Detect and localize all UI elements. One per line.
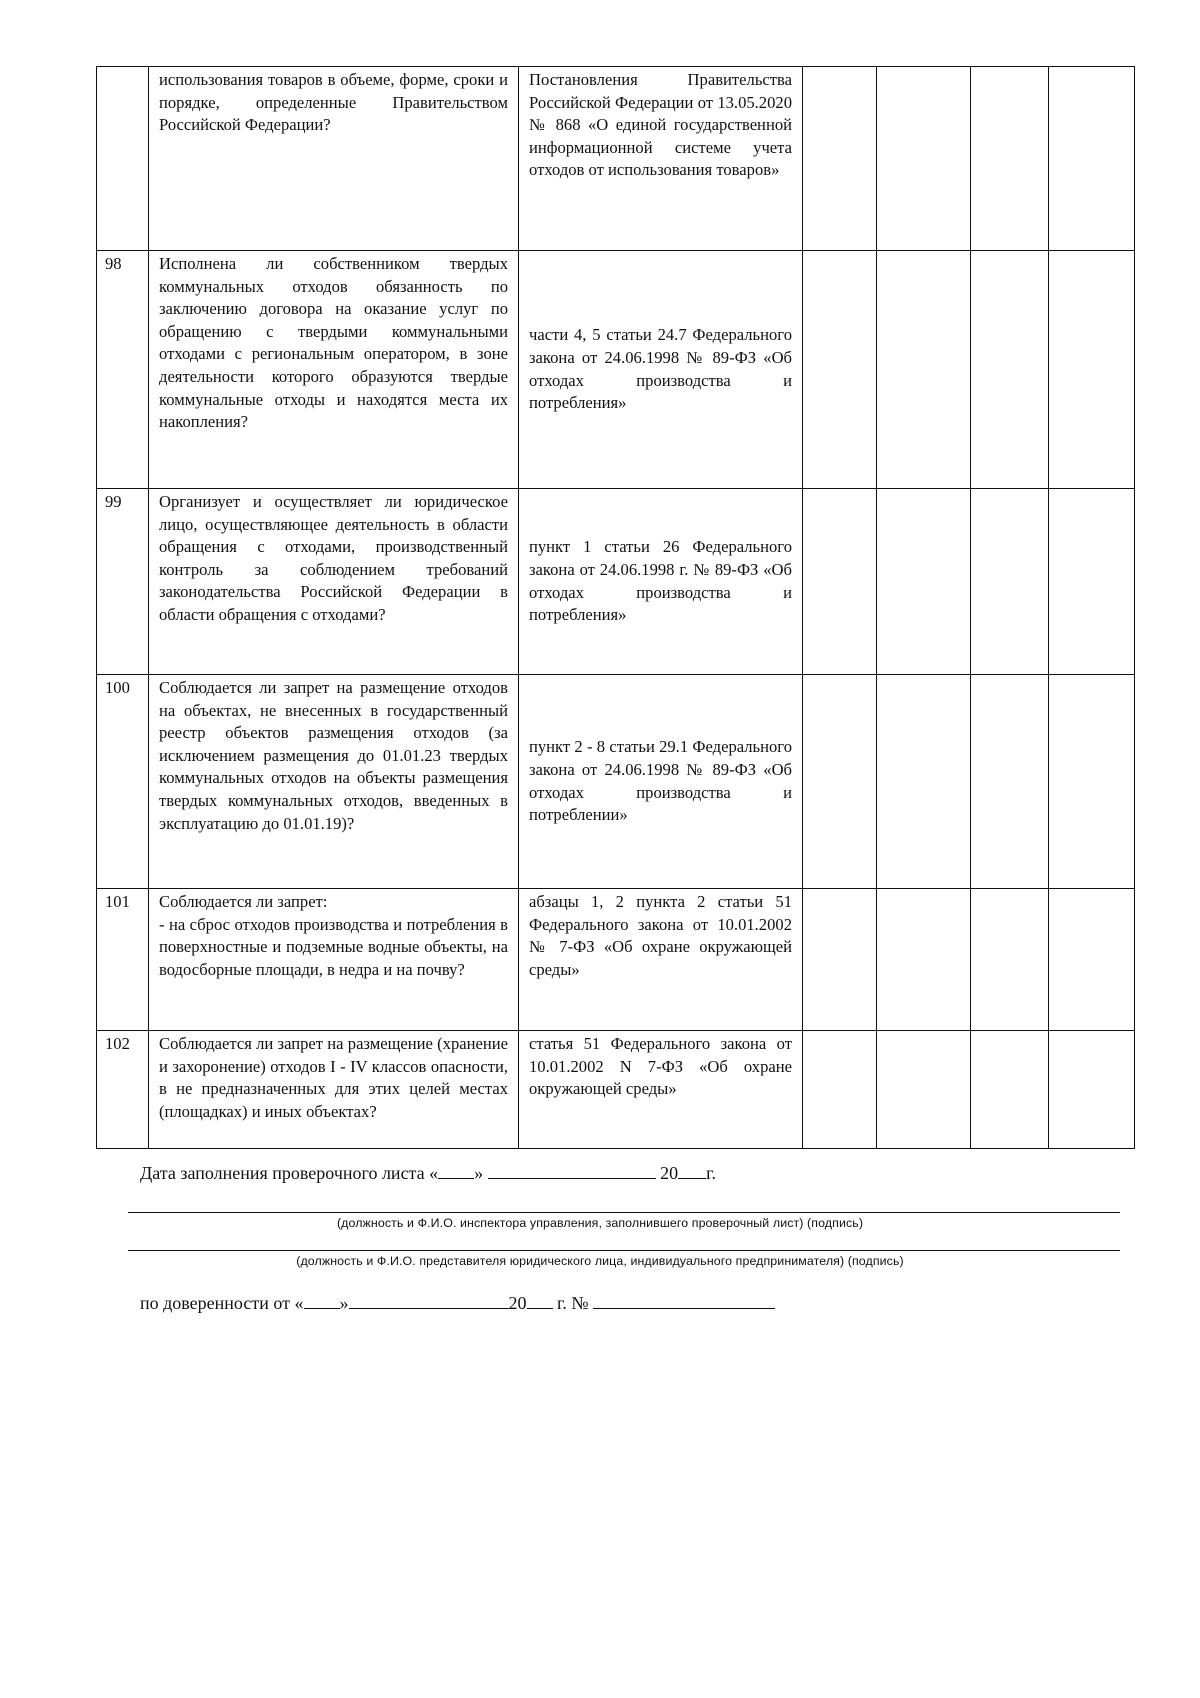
answer-not-applicable-cell[interactable] xyxy=(971,1031,1049,1149)
proxy-number-field[interactable] xyxy=(593,1290,775,1309)
answer-no-cell[interactable] xyxy=(877,889,971,1031)
requirement-question: использования товаров в объеме, форме, сроки и порядке, определенные Правительством Российской Федерации? xyxy=(149,67,519,251)
proxy-year-field[interactable] xyxy=(527,1290,553,1309)
legal-reference: пункт 1 статьи 26 Федерального закона от 24.06.1998 г. № 89-ФЗ «Об отходах производства и потребления» xyxy=(519,489,803,675)
requirement-question: Исполнена ли собственником твердых коммунальных отходов обязанность по заключению договора на оказание услуг по обращению с твердыми коммунальными отходами с региональным оператором, в зоне деятельности которого образуются твердые коммунальные отходы и находятся места их накопления? xyxy=(149,251,519,489)
fill-date-year-field[interactable] xyxy=(678,1160,706,1179)
legal-reference: абзацы 1, 2 пункта 2 статьи 51 Федерального закона от 10.01.2002 № 7-ФЗ «Об охране окружающей среды» xyxy=(519,889,803,1031)
proxy-number-label: г. № xyxy=(557,1293,589,1313)
fill-date-year-suffix: г. xyxy=(706,1163,716,1183)
answer-no-cell[interactable] xyxy=(877,67,971,251)
answer-no-cell[interactable] xyxy=(877,1031,971,1149)
legal-reference: части 4, 5 статьи 24.7 Федерального закона от 24.06.1998 № 89-ФЗ «Об отходах производства и потребления» xyxy=(519,251,803,489)
fill-date-year-prefix: 20 xyxy=(660,1163,679,1183)
row-number: 98 xyxy=(97,251,149,489)
row-number xyxy=(97,67,149,251)
legal-reference: пункт 2 - 8 статьи 29.1 Федерального закона от 24.06.1998 № 89-ФЗ «Об отходах производства и потреблении» xyxy=(519,675,803,889)
inspector-signature-caption: (должность и Ф.И.О. инспектора управления, заполнившего проверочный лист) (подпись) xyxy=(336,1216,864,1230)
table-row xyxy=(97,889,1135,1031)
fill-date-label: Дата заполнения проверочного листа « xyxy=(140,1163,439,1183)
answer-not-applicable-cell[interactable] xyxy=(971,251,1049,489)
comment-cell[interactable] xyxy=(1049,889,1135,1031)
table-row xyxy=(97,675,1135,889)
comment-cell[interactable] xyxy=(1049,251,1135,489)
answer-yes-cell[interactable] xyxy=(803,889,877,1031)
answer-yes-cell[interactable] xyxy=(803,251,877,489)
proxy-day-field[interactable] xyxy=(304,1290,340,1309)
answer-yes-cell[interactable] xyxy=(803,489,877,675)
answer-no-cell[interactable] xyxy=(877,489,971,675)
requirement-question: Соблюдается ли запрет на размещение отходов на объектах, не внесенных в государственный реестр объектов размещения отходов (за исключением размещения до 01.01.23 твердых коммунальных отходов на объекты размещения твердых коммунальных отходов, введенных в эксплуатацию до 01.01.19)? xyxy=(149,675,519,889)
fill-date-month-field[interactable] xyxy=(488,1160,656,1179)
answer-no-cell[interactable] xyxy=(877,251,971,489)
row-number: 99 xyxy=(97,489,149,675)
proxy-line xyxy=(140,1290,775,1314)
legal-reference: Постановления Правительства Российской Федерации от 13.05.2020 № 868 «О единой государственной информационной системе учета отходов от использования товаров» xyxy=(519,67,803,251)
row-number: 101 xyxy=(97,889,149,1031)
proxy-month-field[interactable] xyxy=(349,1290,509,1309)
row-number: 102 xyxy=(97,1031,149,1149)
requirement-question: Соблюдается ли запрет: - на сброс отходов производства и потребления в поверхностные и подземные водные объекты, на водосборные площади, в недра и на почву? xyxy=(149,889,519,1031)
legal-reference: статья 51 Федерального закона от 10.01.2002 N 7-ФЗ «Об охране окружающей среды» xyxy=(519,1031,803,1149)
table-row xyxy=(97,67,1135,251)
comment-cell[interactable] xyxy=(1049,1031,1135,1149)
fill-date-day-field[interactable] xyxy=(438,1160,474,1179)
answer-no-cell[interactable] xyxy=(877,675,971,889)
comment-cell[interactable] xyxy=(1049,489,1135,675)
answer-yes-cell[interactable] xyxy=(803,675,877,889)
checklist-table xyxy=(96,66,1135,1149)
table-row xyxy=(97,489,1135,675)
table-row xyxy=(97,251,1135,489)
fill-date-line xyxy=(140,1160,716,1184)
comment-cell[interactable] xyxy=(1049,67,1135,251)
answer-yes-cell[interactable] xyxy=(803,1031,877,1149)
requirement-question: Организует и осуществляет ли юридическое лицо, осуществляющее деятельность в области обращения с отходами, производственный контроль за соблюдением требований законодательства Российской Федерации в области обращения с отходами? xyxy=(149,489,519,675)
representative-signature-line[interactable] xyxy=(128,1250,1120,1251)
answer-not-applicable-cell[interactable] xyxy=(971,67,1049,251)
proxy-year-prefix: 20 xyxy=(508,1293,527,1313)
proxy-close-quote: » xyxy=(339,1293,349,1313)
fill-date-close-quote: » xyxy=(474,1163,484,1183)
answer-not-applicable-cell[interactable] xyxy=(971,889,1049,1031)
requirement-question: Соблюдается ли запрет на размещение (хранение и захоронение) отходов I - IV классов опасности, в не предназначенных для этих целей местах (площадках) и иных объектах? xyxy=(149,1031,519,1149)
table-row xyxy=(97,1031,1135,1149)
answer-not-applicable-cell[interactable] xyxy=(971,675,1049,889)
comment-cell[interactable] xyxy=(1049,675,1135,889)
answer-not-applicable-cell[interactable] xyxy=(971,489,1049,675)
row-number: 100 xyxy=(97,675,149,889)
proxy-label: по доверенности от « xyxy=(140,1293,304,1313)
inspector-signature-line[interactable] xyxy=(128,1212,1120,1213)
answer-yes-cell[interactable] xyxy=(803,67,877,251)
representative-signature-caption: (должность и Ф.И.О. представителя юридического лица, индивидуального предпринимателя) (подпись) xyxy=(296,1254,904,1268)
